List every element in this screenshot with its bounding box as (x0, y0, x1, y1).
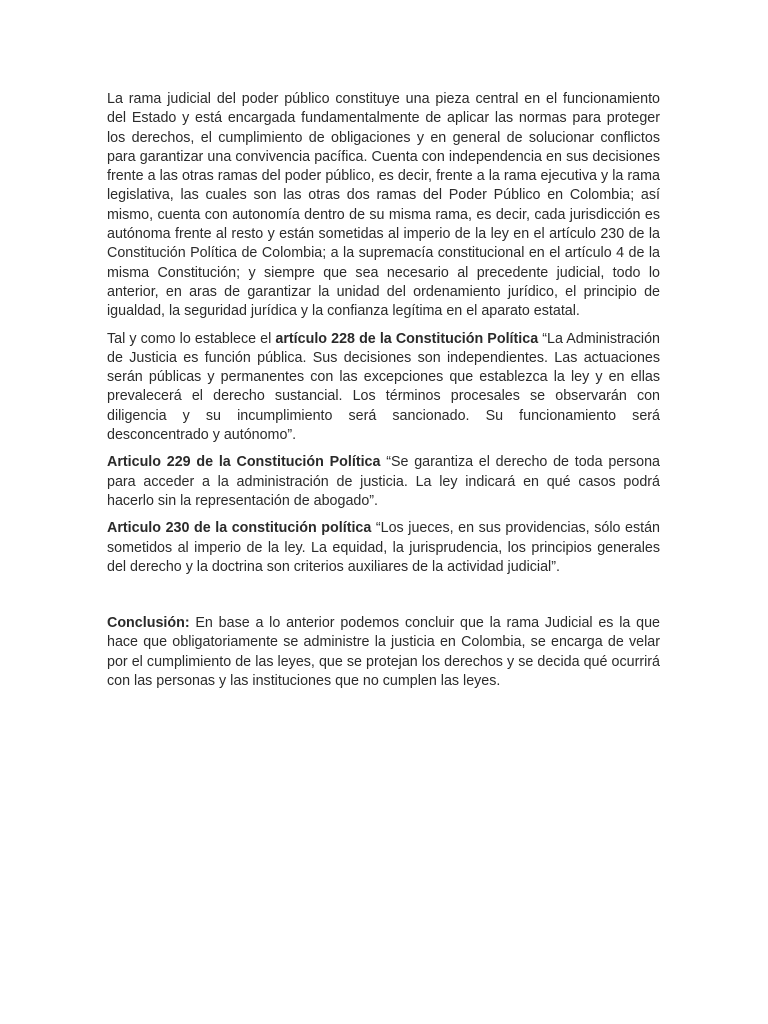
articulo-229-quote: “Se garantiza el derecho de toda persona para acceder a la administración de justicia. La ley indicará en qué casos podrá hacerlo sin la representación de abogado”. (107, 454, 661, 509)
paragraph-articulo-229 (107, 453, 660, 511)
document-body (107, 90, 660, 699)
conclusion-heading: Conclusión: (107, 615, 190, 632)
articulo-228-heading: artículo 228 de la Constitución Política (275, 330, 539, 347)
paragraph-1-text: La rama judicial del poder público constituye una pieza central en el funcionamiento del Estado y está encargada fundamentalmente de aplicar las normas para proteger los derechos, el cumplimiento de obligaciones y en general de solucionar conflictos para garantizar una convivencia pacífica. Cuenta con independencia en sus decisiones frente a las otras ramas del poder público, es decir, frente a la rama ejecutiva y la rama legislativa, las cuales son las otras dos ramas del Poder Público en Colombia; así mismo, cuenta con autonomía dentro de su misma rama, es decir, cada jurisdicción es autónoma frente al resto y están sometidas al imperio de la ley en el artículo 230 de la Constitución Política de Colombia; a la supremacía constitucional en el artículo 4 de la misma Constitución; y siempre que sea necesario al precedente judicial, todo lo anterior, en aras de garantizar la unidad del ordenamiento jurídico, el principio de igualdad, la seguridad jurídica y la confianza legítima en el aparato estatal. (107, 91, 660, 320)
articulo-230-heading: Articulo 230 de la constitución política (107, 520, 372, 537)
paragraph-2-intro: Tal y como lo establece el (107, 330, 276, 347)
articulo-228-quote: “La Administración de Justicia es función pública. Sus decisiones son independientes. Las actuaciones serán públicas y permanentes con las excepciones que establezca la ley y en ellas prevalecerá el derecho sustancial. Los términos procesales se observarán con diligencia y su incumplimiento será sancionado. Su funcionamiento será desconcentrado y autónomo”. (107, 330, 660, 444)
paragraph-rama-judicial (107, 90, 660, 322)
articulo-229-heading: Articulo 229 de la Constitución Política (107, 454, 381, 471)
paragraph-articulo-228 (107, 330, 660, 446)
paragraph-conclusion (107, 614, 660, 691)
paragraph-articulo-230 (107, 519, 660, 577)
articulo-230-quote: “Los jueces, en sus providencias, sólo están sometidos al imperio de la ley. La equidad, la jurisprudencia, los principios generales del derecho y la doctrina son criterios auxiliares de la actividad judicial”. (107, 520, 660, 575)
conclusion-text: En base a lo anterior podemos concluir que la rama Judicial es la que hace que obligatoriamente se administre la justicia en Colombia, se encarga de velar por el cumplimiento de las leyes, que se protejan los derechos y se decida qué ocurrirá con las personas y las instituciones que no cumplen las leyes. (107, 615, 660, 690)
